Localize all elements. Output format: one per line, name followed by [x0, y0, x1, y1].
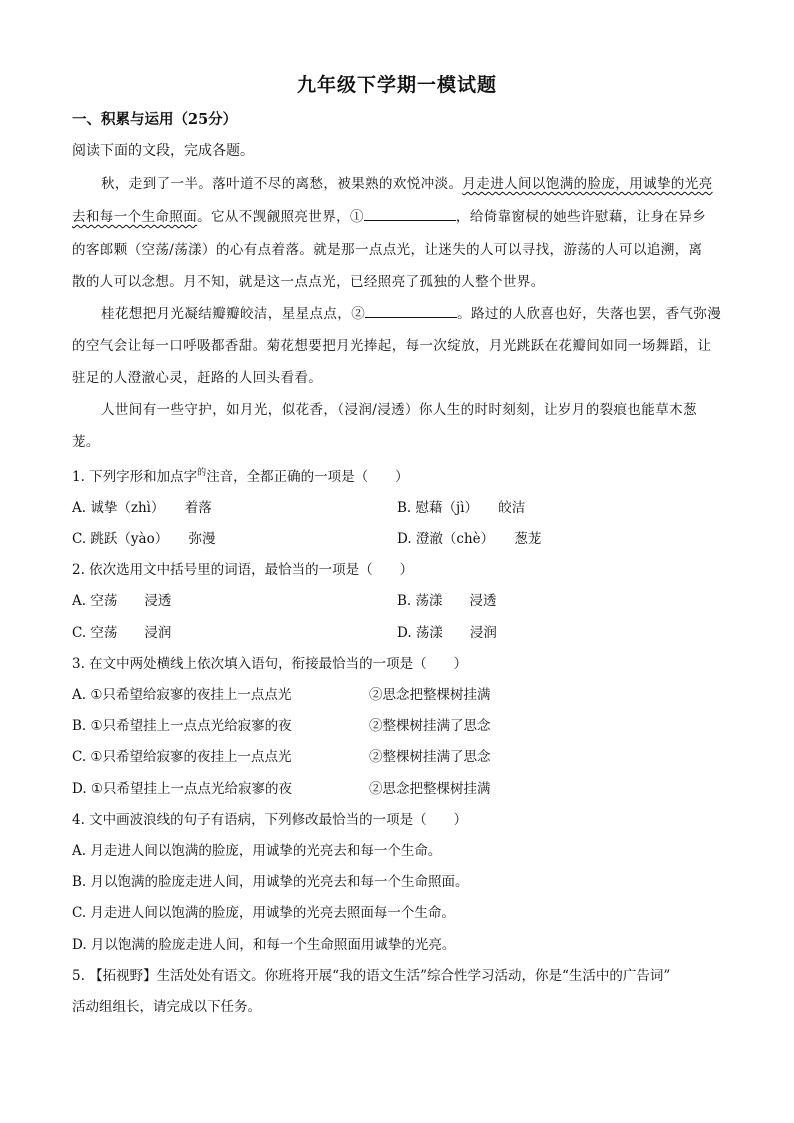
- q3-option-b-part2: ②整棵树挂满了思念: [369, 718, 491, 734]
- question-text: 1. 下列字形和加点字: [72, 469, 198, 485]
- question-5-line1: 5. 【拓视野】生活处处有语文。你班将开展“我的语文生活”综合性学习活动，你是“生活中的广告词”: [72, 968, 671, 984]
- q3-option-c-part2: ②整棵树挂满了思念: [369, 749, 491, 765]
- question-1-stem: [72, 465, 409, 485]
- q4-option-c[interactable]: C. 月走进人间以饱满的脸庞，用诚挚的光亮去照面每一个生命。: [72, 905, 455, 921]
- question-3-stem: 3. 在文中两处横线上依次填入语句，衔接最恰当的一项是（ ）: [72, 656, 468, 672]
- question-4-stem: 4. 文中画波浪线的句子有语病，下列修改最恰当的一项是（ ）: [72, 812, 468, 828]
- passage-text: 秋，走到了一半。落叶道不尽的离愁，被果熟的欢悦冲淡。: [101, 176, 463, 192]
- q2-option-a[interactable]: A. 空荡 浸透: [72, 593, 172, 609]
- section-heading: 一、积累与运用（25分）: [72, 111, 238, 128]
- q3-option-c-part1: C. ①只希望给寂寥的夜挂上一点点光: [72, 749, 292, 765]
- fill-blank-1[interactable]: [364, 207, 456, 221]
- wavy-sentence: 月走进人间以饱满的脸庞，用诚挚的光亮: [462, 176, 713, 192]
- q3-option-d-part1: D. ①只希望挂上一点点光给寂寥的夜: [72, 781, 293, 797]
- q3-option-b-part1: B. ①只希望挂上一点点光给寂寥的夜: [72, 718, 292, 734]
- q3-option-d-part2: ②思念把整棵树挂满: [369, 781, 491, 797]
- wavy-sentence: 去和每一个生命照面: [72, 209, 198, 225]
- passage-line: [72, 205, 706, 225]
- q1-option-b[interactable]: B. 慰藉（jì） 皎洁: [397, 500, 526, 516]
- q1-option-a[interactable]: A. 诚挚（zhì） 着落: [72, 500, 212, 516]
- passage-line: 散的人可以念想。月不知，就是这一点点光，已经照亮了孤独的人整个世界。: [72, 274, 545, 290]
- q1-option-c[interactable]: C. 跳跃（yào） 弥漫: [72, 531, 216, 547]
- question-2-stem: 2. 依次选用文中括号里的词语，最恰当的一项是（ ）: [72, 562, 414, 578]
- q2-option-b[interactable]: B. 荡漾 浸透: [397, 593, 497, 609]
- passage-line: 人世间有一些守护，如月光，似花香，（浸润/浸透）你人生的时时刻刻，让岁月的裂痕也能草木葱: [101, 402, 697, 418]
- passage-line: [101, 302, 721, 322]
- passage-text: 。路过的人欣喜也好，失落也罢，香气弥漫: [457, 306, 722, 322]
- passage-text: 桂花想把月光凝结瓣瓣皎洁，星星点点，②: [101, 306, 366, 322]
- question-5-line2: 活动组组长，请完成以下任务。: [72, 999, 261, 1015]
- q4-option-b[interactable]: B. 月以饱满的脸庞走进人间，用诚挚的光亮去和每一个生命照面。: [72, 874, 469, 890]
- page-title: 九年级下学期一模试题: [296, 74, 497, 96]
- fill-blank-2[interactable]: [365, 304, 457, 318]
- question-text: 注音，全都正确的一项是（ ）: [206, 469, 409, 485]
- passage-line: 的空气会让每一口呼吸都香甜。菊花想要把月光捧起，每一次绽放，月光跳跃在花瓣间如同一场舞蹈，让: [72, 338, 712, 354]
- q2-option-c[interactable]: C. 空荡 浸润: [72, 625, 172, 641]
- instruction-text: 阅读下面的文段，完成各题。: [72, 143, 254, 159]
- q3-option-a-part2: ②思念把整棵树挂满: [369, 687, 491, 703]
- q1-option-d[interactable]: D. 澄澈（chè） 葱茏: [397, 531, 542, 547]
- passage-text: ，给倚靠窗棂的她些许慰藉，让身在异乡: [455, 209, 707, 225]
- q4-option-d[interactable]: D. 月以饱满的脸庞走进人间，和每一个生命照面用诚挚的光亮。: [72, 937, 456, 953]
- passage-line: [101, 172, 713, 192]
- q4-option-a[interactable]: A. 月走进人间以饱满的脸庞，用诚挚的光亮去和每一个生命。: [72, 843, 442, 859]
- passage-line: 的客郎颗（空荡/荡漾）的心有点着落。就是那一点点光，让迷失的人可以寻找，游荡的人可以追溯，离: [72, 242, 703, 258]
- passage-line: 茏。: [72, 434, 100, 450]
- passage-text: 。它从不觊觎照亮世界，①: [197, 209, 364, 225]
- dotted-char-note: 的: [197, 468, 207, 478]
- q2-option-d[interactable]: D. 荡漾 浸润: [397, 625, 497, 641]
- q3-option-a-part1: A. ①只希望给寂寥的夜挂上一点点光: [72, 687, 292, 703]
- passage-line: 驻足的人澄澈心灵，赶路的人回头看看。: [72, 370, 323, 386]
